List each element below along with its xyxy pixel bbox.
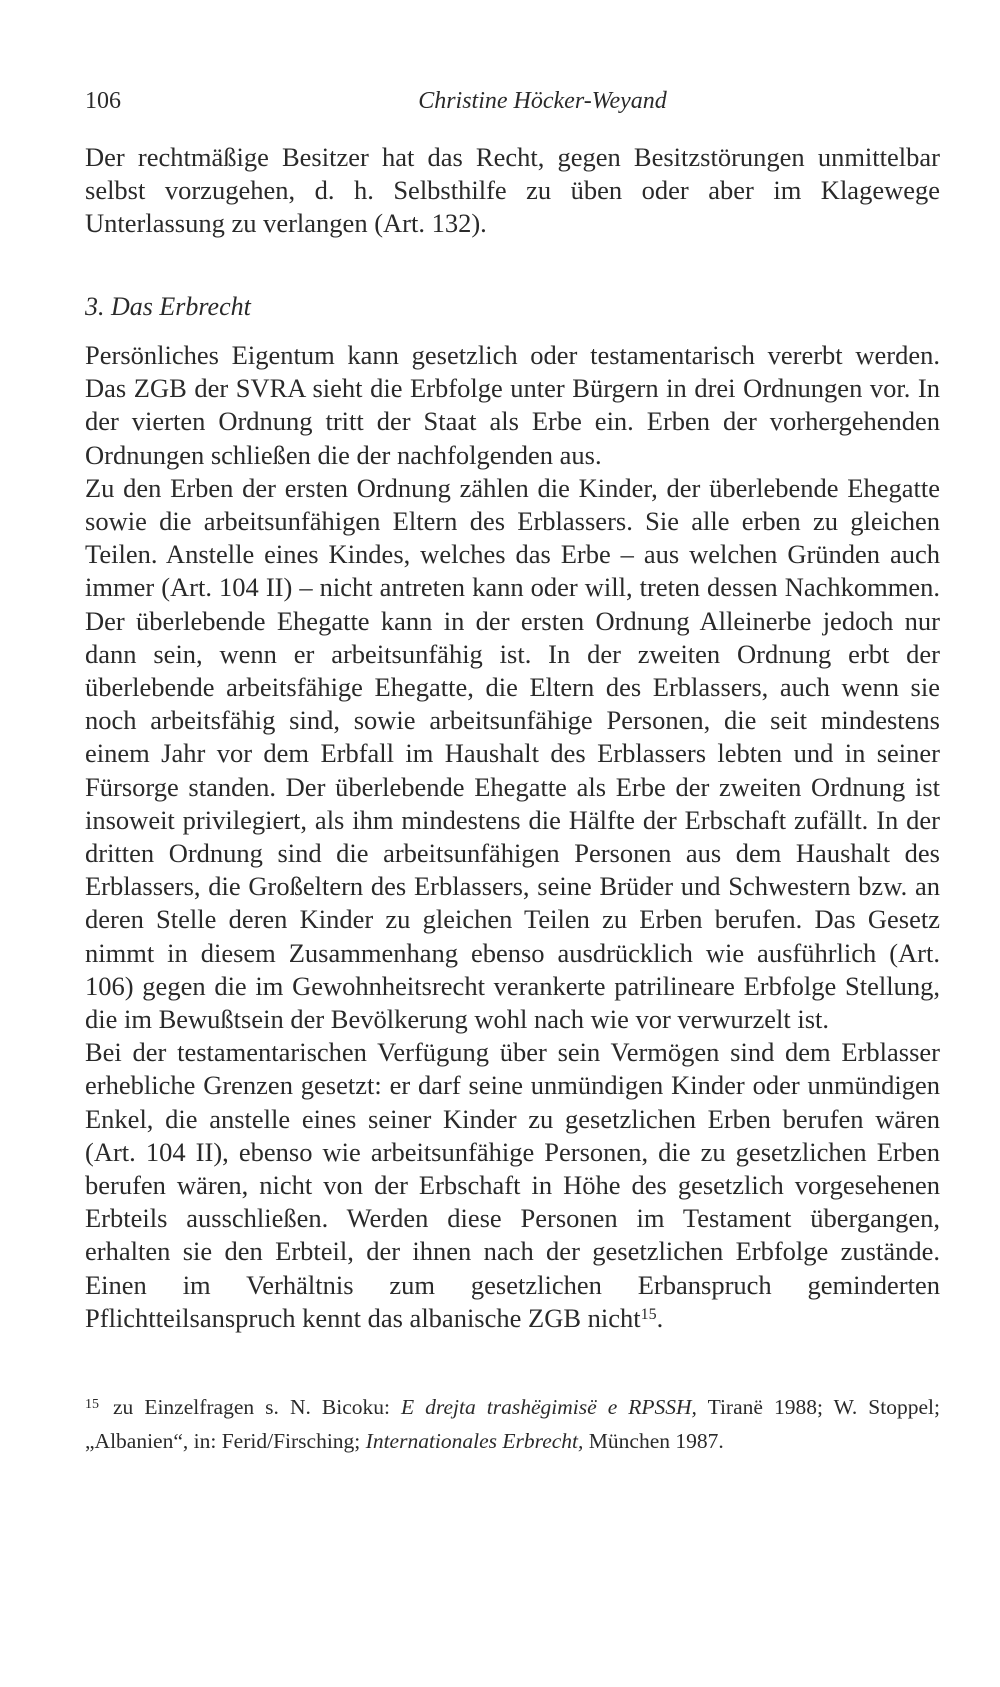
footnote-title-2: Internationales Erbrecht, [365,1429,584,1453]
footnote-text-3: München 1987. [583,1429,724,1453]
body-paragraph-3-text: Bei der testamentarischen Verfügung über sein Vermögen sind dem Erblasser erhebliche Grenzen gesetzt: er darf seine unmündigen Kinder oder unmündigen Enkel, die anstelle eines seiner Kinder zu gesetzlichen Erben berufen wären (Art. 104 II), ebenso wie arbeitsunfähige Personen, die zu gesetzlichen Erben berufen wären, nicht von der Erbschaft in Höhe des gesetzlich vorgesehenen Erbteils ausschließen. Werden diese Personen im Testament übergangen, erhalten sie den Erbteil, der ihnen nach der gesetzlichen Erbfolge zustände. Einen im Verhältnis zum gesetzlichen Erbanspruch geminderten Pflichtteilsanspruch kennt das albanische ZGB nicht [85,1037,940,1333]
footnote-number: 15 [85,1397,99,1412]
footnote-text-2: Tiranë 1988; W. Stoppel; „Albanien“, in: Ferid/Firsching; [85,1395,940,1453]
running-head [85,84,940,118]
body-paragraph-1: Persönliches Eigentum kann gesetzlich oder testamentarisch vererbt werden. Das ZGB der SVRA sieht die Erbfolge unter Bürgern in drei Ordnungen vor. In der vierten Ordnung tritt der Staat als Erbe ein. Erben der vorhergehenden Ordnungen schließen die der nachfolgenden aus. [85,340,940,470]
body-paragraph-2: Zu den Erben der ersten Ordnung zählen die Kinder, der überlebende Ehegatte sowie die arbeitsunfähigen Eltern des Erblassers. Sie alle erben zu gleichen Teilen. Anstelle eines Kindes, welches das Erbe – aus welchen Gründen auch immer (Art. 104 II) – nicht antreten kann oder will, treten dessen Nachkommen. Der überlebende Ehegatte kann in der ersten Ordnung Alleinerbe jedoch nur dann sein, wenn er arbeitsunfähig ist. In der zweiten Ordnung erbt der überlebende arbeitsfähige Ehegatte, die Eltern des Erblassers, auch wenn sie noch arbeitsfähig sind, sowie arbeitsunfähige Personen, die seit mindestens einem Jahr vor dem Erbfall im Haushalt des Erblassers lebten und in seiner Fürsorge standen. Der überlebende Ehegatte als Erbe der zweiten Ordnung ist insoweit privilegiert, als ihm mindestens die Hälfte der Erbschaft zufällt. In der dritten Ordnung sind die arbeitsunfähigen Personen aus dem Haushalt des Erblassers, die Großeltern des Erblassers, seine Brüder und Schwestern bzw. an deren Stelle deren Kinder zu gleichen Teilen zu Erben berufen. Das Gesetz nimmt in diesem Zusammenhang ebenso ausdrücklich wie ausführlich (Art. 106) gegen die im Gewohnheitsrecht verankerte patrilineare Erbfolge Stellung, die im Bewußtsein der Bevölkerung wohl nach wie vor verwurzelt ist. [85,472,940,1035]
body-paragraph-3: Bei der testamentarischen Verfügung über sein Vermögen sind dem Erblasser erhebliche Grenzen gesetzt: er darf seine unmündigen Kinder oder unmündigen Enkel, die anstelle eines seiner Kinder zu gesetzlichen Erben berufen wären (Art. 104 II), ebenso wie arbeitsunfähige Personen, die zu gesetzlichen Erben berufen wären, nicht von der Erbschaft in Höhe des gesetzlich vorgesehenen Erbteils ausschließen. Werden diese Personen im Testament übergangen, erhalten sie den Erbteil, der ihnen nach der gesetzlichen Erbfolge zustände. Einen im Verhältnis zum gesetzlichen Erbanspruch geminderten Pflichtteilsanspruch kennt das albanische ZGB nicht$^{15}$. [85,1037,940,1333]
intro-paragraph-block [85,141,940,241]
intro-paragraph: Der rechtmäßige Besitzer hat das Recht, gegen Besitzstörungen unmittelbar selbst vorzugehen, d. h. Selbsthilfe zu üben oder aber im Klagewege Unterlassung zu verlangen (Art. 132). [85,142,940,239]
body-text-block [85,339,940,1335]
section-title: Das Erbrecht [111,292,251,321]
footnote-reference[interactable]: 15 [640,1305,657,1323]
footnote [85,1390,940,1458]
footnote-title-1: E drejta trashëgimisë e RPSSH, [401,1395,697,1419]
page-number: 106 [85,88,121,114]
section-heading [85,290,251,324]
running-author: Christine Höcker-Weyand [418,88,667,114]
section-number: 3. [85,292,105,321]
footnote-text-1: zu Einzelfragen s. N. Bicoku: [113,1395,402,1419]
